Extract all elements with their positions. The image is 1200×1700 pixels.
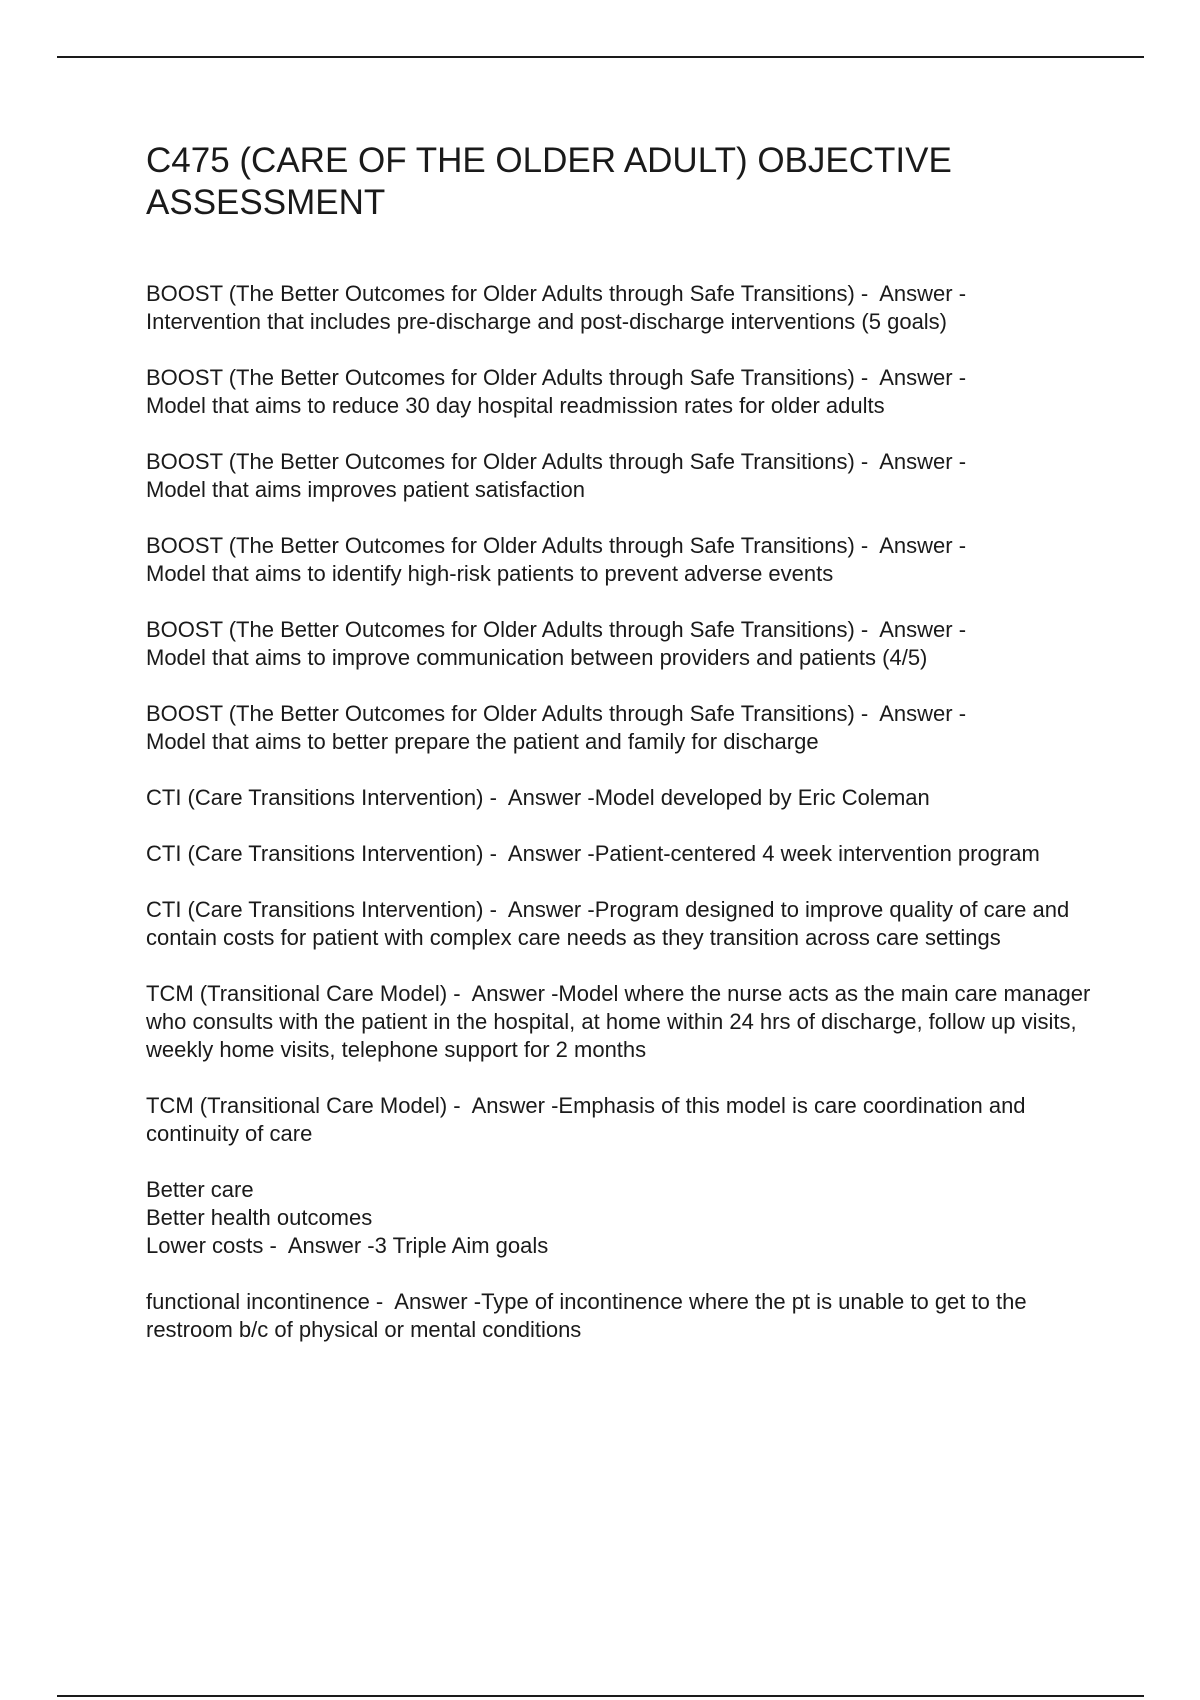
qa-entry bbox=[146, 784, 1106, 812]
qa-entry bbox=[146, 700, 1106, 756]
entry-term: BOOST (The Better Outcomes for Older Adults through Safe Transitions) - Answer - bbox=[146, 533, 967, 558]
entry-answer: Model that aims to identify high-risk patients to prevent adverse events bbox=[146, 561, 834, 586]
entry-term: CTI (Care Transitions Intervention) - Answer - bbox=[146, 897, 595, 922]
entry-term-line: Better health outcomes bbox=[146, 1205, 373, 1230]
qa-list bbox=[146, 280, 1106, 1344]
qa-entry bbox=[146, 616, 1106, 672]
entry-term: BOOST (The Better Outcomes for Older Adults through Safe Transitions) - Answer - bbox=[146, 617, 967, 642]
qa-entry bbox=[146, 1092, 1106, 1148]
title-line: ASSESSMENT bbox=[146, 183, 386, 222]
entry-answer: Type of incontinence where the pt is unable to get to the restroom b/c of physical or mental conditions bbox=[146, 1289, 1033, 1342]
entry-term: BOOST (The Better Outcomes for Older Adults through Safe Transitions) - Answer - bbox=[146, 365, 967, 390]
entry-term: Lower costs - Answer - bbox=[146, 1233, 375, 1258]
bottom-rule bbox=[57, 1695, 1144, 1697]
entry-term: TCM (Transitional Care Model) - Answer - bbox=[146, 1093, 559, 1118]
entry-answer: Model where the nurse acts as the main care manager who consults with the patient in the hospital, at home within 24 hrs of discharge, follow up visits, weekly home visits, telephone support for 2 months bbox=[146, 981, 1097, 1062]
entry-term-line: Better care bbox=[146, 1177, 254, 1202]
entry-answer: Intervention that includes pre-discharge and post-discharge interventions (5 goals) bbox=[146, 309, 948, 334]
entry-answer: Model that aims to better prepare the patient and family for discharge bbox=[146, 729, 819, 754]
qa-entry bbox=[146, 1176, 1106, 1260]
entry-term: CTI (Care Transitions Intervention) - Answer - bbox=[146, 785, 595, 810]
entry-answer: Emphasis of this model is care coordination and continuity of care bbox=[146, 1093, 1032, 1146]
entry-answer: Patient-centered 4 week intervention program bbox=[594, 841, 1040, 866]
qa-entry bbox=[146, 448, 1106, 504]
entry-answer: Model developed by Eric Coleman bbox=[594, 785, 930, 810]
entry-answer: Model that aims to improve communication between providers and patients (4/5) bbox=[146, 645, 928, 670]
qa-entry bbox=[146, 980, 1106, 1064]
entry-term: CTI (Care Transitions Intervention) - Answer - bbox=[146, 841, 595, 866]
entry-answer: Model that aims improves patient satisfaction bbox=[146, 477, 585, 502]
entry-answer: Program designed to improve quality of care and contain costs for patient with complex care needs as they transition across care settings bbox=[146, 897, 1076, 950]
qa-entry bbox=[146, 364, 1106, 420]
qa-entry bbox=[146, 532, 1106, 588]
entry-term: BOOST (The Better Outcomes for Older Adults through Safe Transitions) - Answer - bbox=[146, 701, 967, 726]
qa-entry bbox=[146, 280, 1106, 336]
entry-answer: Model that aims to reduce 30 day hospital readmission rates for older adults bbox=[146, 393, 885, 418]
title-line: C475 (CARE OF THE OLDER ADULT) OBJECTIVE bbox=[146, 141, 952, 180]
entry-answer: 3 Triple Aim goals bbox=[374, 1233, 549, 1258]
document-title bbox=[146, 140, 1106, 224]
qa-entry bbox=[146, 1288, 1106, 1344]
entry-term: BOOST (The Better Outcomes for Older Adults through Safe Transitions) - Answer - bbox=[146, 449, 967, 474]
qa-entry bbox=[146, 896, 1106, 952]
entry-term: TCM (Transitional Care Model) - Answer - bbox=[146, 981, 559, 1006]
entry-term: BOOST (The Better Outcomes for Older Adults through Safe Transitions) - Answer - bbox=[146, 281, 967, 306]
document-body bbox=[146, 140, 1106, 1372]
entry-term: functional incontinence - Answer - bbox=[146, 1289, 482, 1314]
top-rule bbox=[57, 56, 1144, 58]
qa-entry bbox=[146, 840, 1106, 868]
